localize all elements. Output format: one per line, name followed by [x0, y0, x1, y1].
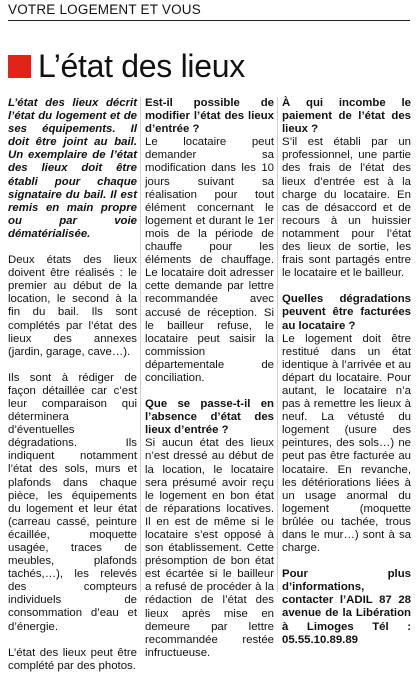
section-rubric: VOTRE LOGEMENT ET VOUS	[8, 2, 410, 21]
column-1	[8, 97, 137, 673]
answer-paragraph: Si aucun état des lieux n’est dressé au début de la location, le locataire sera présumé avoir reçu le logement en bon état de réparations locatives. Il en est de même si le locataire s’est opposé à son établissement. Cette présomption de bon état est écartée si le bailleur a refusé de procéder à la rédaction de l’état des lieux après mise en demeure par lettre recommandée restée infructueuse.	[145, 437, 274, 659]
column-divider	[277, 97, 278, 592]
column-3	[282, 97, 411, 647]
answer-paragraph: Le locataire peut demander sa modification dans les 10 jours suivant sa réalisation pour tout élément concernant le logement et durant le 1er mois de la période de chauffe pour les éléments de chauffage. Le locataire doit adresser cette demande par lettre recommandée avec accusé de réception. Si le bailleur refuse, le locataire peut saisir la commission départementale de conciliation.	[145, 136, 274, 384]
question-heading: Que se passe-t-il en l’absence d’état des lieux d’entrée ?	[145, 398, 274, 437]
question-heading: Quelles dégradations peuvent être facturées au locataire ?	[282, 293, 411, 332]
answer-paragraph: Le logement doit être restitué dans un état identique à l’arrivée et au départ du locataire. Pour autant, le locataire n’a pas à remettre les lieux à neuf. La vétusté du logement (usure des peintures, des sols…) ne peut pas être facturée au locataire. En revanche, les détériorations liées à un usage anormal du logement (moquette brûlée ou tachée, trous dans le mur…) sont à sa charge.	[282, 332, 411, 555]
column-divider	[140, 97, 141, 592]
body-paragraph: L’état des lieux peut être complété par des photos.	[8, 646, 137, 672]
question-heading: Est-il possible de modifier l’état des lieux d’entrée ?	[145, 97, 274, 136]
answer-paragraph: S’il est établi par un professionnel, une partie des frais de l’état des lieux d’entrée est à la charge du locataire. En cas de désaccord et de recours à un huissier notamment pour l’état des lieux de sortie, les frais sont partagés entre le locataire et le bailleur.	[282, 136, 411, 280]
column-2	[145, 97, 274, 660]
body-paragraph: Deux états des lieux doivent être réalisés : le premier au début de la location, le second à la fin du bail. Ils sont complétés par l’état des lieux des annexes (jardin, garage, cave…).	[8, 254, 137, 358]
article-title: L’état des lieux	[38, 48, 245, 84]
contact-info: Pour plus d’informations, contacter l’ADIL 87 28 avenue de la Libération à Limoges Tél : 05.55.10.89.89	[282, 568, 411, 646]
lead-paragraph: L’état des lieux décrit l’état du logement et de ses équipements. Il doit être joint au bail. Un exemplaire de l’état des lieux doit être établi pour chaque signataire du bail. Il est remis en main propre ou par voie dématérialisée.	[8, 97, 137, 240]
question-heading: À qui incombe le paiement de l’état des lieux ?	[282, 97, 411, 136]
red-square-marker	[8, 55, 31, 78]
body-paragraph: Ils sont à rédiger de façon détaillée car c’est leur comparaison qui déterminera d’éventuelles dégradations. Ils indiquent notamment l’état des sols, murs et plafonds dans chaque pièce, les équipements du logement et leur état (carreau cassé, peinture écaillée, moquette usagée, traces de meubles, plafonds tachés,…), les relevés des compteurs individuels de consommation d’eau et d’énergie.	[8, 371, 137, 633]
article-header	[8, 46, 245, 86]
